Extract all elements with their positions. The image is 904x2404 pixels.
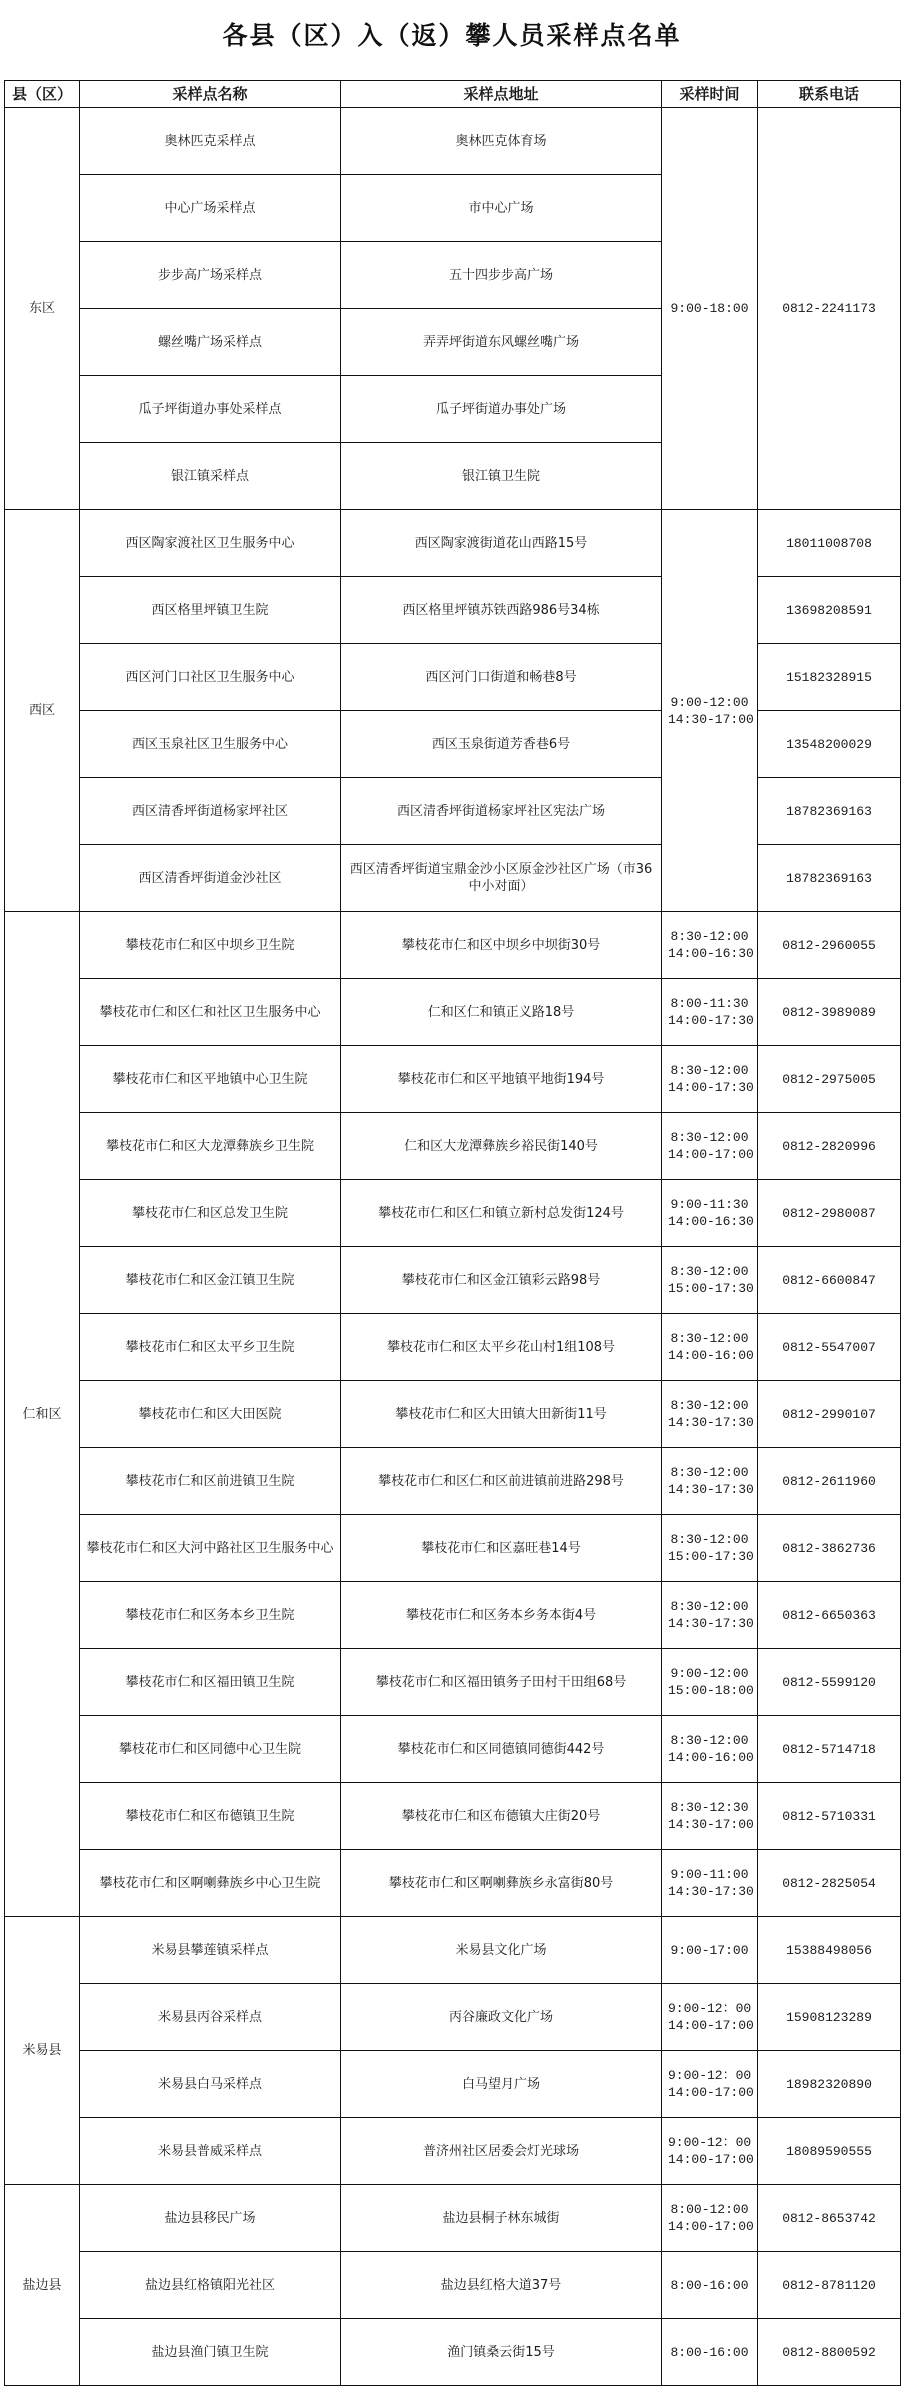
site-name-cell: 攀枝花市仁和区大河中路社区卫生服务中心: [80, 1515, 341, 1582]
sampling-sites-table: [4, 80, 901, 2386]
district-cell: 东区: [5, 108, 80, 510]
sampling-time-cell: [662, 510, 758, 912]
table-row: [5, 2252, 901, 2319]
contact-phone-cell: 18089590555: [758, 2118, 901, 2185]
time-range: 9:00-12:00: [670, 1666, 749, 1681]
table-row: [5, 2185, 901, 2252]
time-range: 9:00-17:00: [670, 1942, 749, 1958]
site-address-cell: 攀枝花市仁和区布德镇大庄街20号: [341, 1783, 662, 1850]
table-row: [5, 1448, 901, 1515]
site-address-cell: 西区清香坪街道杨家坪社区宪法广场: [341, 778, 662, 845]
site-address-cell: 攀枝花市仁和区福田镇务子田村干田组68号: [341, 1649, 662, 1716]
site-name-cell: 西区清香坪街道金沙社区: [80, 845, 341, 912]
time-range: 14:30-17:30: [668, 1616, 754, 1631]
contact-phone-cell: 0812-5599120: [758, 1649, 901, 1716]
page-title: 各县（区）入（返）攀人员采样点名单: [222, 21, 682, 50]
table-row: [5, 1649, 901, 1716]
site-address-cell: 攀枝花市仁和区太平乡花山村1组108号: [341, 1314, 662, 1381]
sampling-time-cell: [662, 108, 758, 510]
header-site-address: 采样点地址: [341, 81, 662, 108]
site-name-cell: 米易县普威采样点: [80, 2118, 341, 2185]
contact-phone-cell: 13698208591: [758, 577, 901, 644]
site-name-cell: 攀枝花市仁和区平地镇中心卫生院: [80, 1046, 341, 1113]
time-range: 9:00-11:30: [670, 1197, 749, 1212]
site-name-cell: 西区清香坪街道杨家坪社区: [80, 778, 341, 845]
time-range: 8:30-12:00: [670, 1465, 749, 1480]
contact-phone-cell: 18782369163: [758, 845, 901, 912]
contact-phone-cell: 0812-2960055: [758, 912, 901, 979]
site-name-cell: 攀枝花市仁和区前进镇卫生院: [80, 1448, 341, 1515]
table-row: [5, 1716, 901, 1783]
time-range: 8:00-16:00: [670, 2344, 749, 2360]
time-range: 8:30-12:00: [670, 1599, 749, 1614]
table-row: [5, 845, 901, 912]
table-row: [5, 1113, 901, 1180]
site-address-cell: 白马望月广场: [341, 2051, 662, 2118]
time-range: 14:30-17:00: [668, 1817, 754, 1832]
site-address-cell: 攀枝花市仁和区仁和区前进镇前进路298号: [341, 1448, 662, 1515]
header-sampling-time: 采样时间: [662, 81, 758, 108]
sampling-time-cell: [662, 1113, 758, 1180]
table-row: [5, 1180, 901, 1247]
time-range: 14:00-17:00: [668, 2018, 754, 2033]
time-range: 8:30-12:00: [670, 1398, 749, 1413]
time-range: 14:00-16:00: [668, 1750, 754, 1765]
table-row: [5, 644, 901, 711]
time-range: 14:00-17:30: [668, 1080, 754, 1095]
contact-phone-cell: 0812-2611960: [758, 1448, 901, 1515]
site-address-cell: 普济州社区居委会灯光球场: [341, 2118, 662, 2185]
district-cell: 米易县: [5, 1917, 80, 2185]
site-address-cell: 瓜子坪街道办事处广场: [341, 376, 662, 443]
time-range: 14:00-16:30: [668, 946, 754, 961]
contact-phone-cell: 0812-8653742: [758, 2185, 901, 2252]
site-name-cell: 攀枝花市仁和区总发卫生院: [80, 1180, 341, 1247]
time-range: 9:00-12：00: [668, 2135, 752, 2150]
table-row: [5, 912, 901, 979]
sampling-time-cell: [662, 1314, 758, 1381]
site-address-cell: 银江镇卫生院: [341, 443, 662, 510]
sampling-time-cell: [662, 1716, 758, 1783]
time-range: 15:00-17:30: [668, 1549, 754, 1564]
district-cell: 西区: [5, 510, 80, 912]
table-row: [5, 1247, 901, 1314]
table-row: [5, 108, 901, 175]
time-range: 8:30-12:30: [670, 1800, 749, 1815]
table-row: [5, 1046, 901, 1113]
contact-phone-cell: 13548200029: [758, 711, 901, 778]
site-address-cell: 攀枝花市仁和区嘉旺巷14号: [341, 1515, 662, 1582]
sampling-time-cell: [662, 1180, 758, 1247]
sampling-time-cell: [662, 1984, 758, 2051]
sampling-time-cell: [662, 1783, 758, 1850]
site-name-cell: 西区陶家渡社区卫生服务中心: [80, 510, 341, 577]
site-address-cell: 攀枝花市仁和区平地镇平地街194号: [341, 1046, 662, 1113]
site-address-cell: 市中心广场: [341, 175, 662, 242]
site-name-cell: 西区河门口社区卫生服务中心: [80, 644, 341, 711]
site-address-cell: 五十四步步高广场: [341, 242, 662, 309]
table-row: [5, 2051, 901, 2118]
site-name-cell: 攀枝花市仁和区福田镇卫生院: [80, 1649, 341, 1716]
contact-phone-cell: 0812-2990107: [758, 1381, 901, 1448]
time-range: 14:00-16:00: [668, 1348, 754, 1363]
table-header-row: [5, 81, 901, 108]
site-address-cell: 渔门镇桑云街15号: [341, 2319, 662, 2386]
time-range: 9:00-12：00: [668, 2001, 752, 2016]
time-range: 14:30-17:30: [668, 1415, 754, 1430]
table-row: [5, 577, 901, 644]
time-range: 15:00-18:00: [668, 1683, 754, 1698]
site-address-cell: 丙谷廉政文化广场: [341, 1984, 662, 2051]
site-name-cell: 攀枝花市仁和区布德镇卫生院: [80, 1783, 341, 1850]
contact-phone-cell: 15388498056: [758, 1917, 901, 1984]
contact-phone-cell: 0812-2825054: [758, 1850, 901, 1917]
site-name-cell: 攀枝花市仁和区金江镇卫生院: [80, 1247, 341, 1314]
contact-phone-cell: 0812-2820996: [758, 1113, 901, 1180]
site-name-cell: 攀枝花市仁和区仁和社区卫生服务中心: [80, 979, 341, 1046]
site-name-cell: 盐边县渔门镇卫生院: [80, 2319, 341, 2386]
time-range: 8:00-11:30: [670, 996, 749, 1011]
site-name-cell: 攀枝花市仁和区中坝乡卫生院: [80, 912, 341, 979]
site-name-cell: 攀枝花市仁和区务本乡卫生院: [80, 1582, 341, 1649]
contact-phone-cell: 0812-8800592: [758, 2319, 901, 2386]
contact-phone-cell: 15182328915: [758, 644, 901, 711]
site-address-cell: 弄弄坪街道东风螺丝嘴广场: [341, 309, 662, 376]
table-row: [5, 1917, 901, 1984]
time-range: 14:00-16:30: [668, 1214, 754, 1229]
site-name-cell: 瓜子坪街道办事处采样点: [80, 376, 341, 443]
sampling-time-cell: [662, 1649, 758, 1716]
site-address-cell: 米易县文化广场: [341, 1917, 662, 1984]
header-site-name: 采样点名称: [80, 81, 341, 108]
sampling-time-cell: [662, 1046, 758, 1113]
table-row: [5, 711, 901, 778]
time-range: 8:30-12:00: [670, 929, 749, 944]
time-range: 8:00-16:00: [670, 2277, 749, 2293]
contact-phone-cell: 0812-3862736: [758, 1515, 901, 1582]
header-contact-phone: 联系电话: [758, 81, 901, 108]
contact-phone-cell: 0812-2241173: [758, 108, 901, 510]
contact-phone-cell: 0812-2975005: [758, 1046, 901, 1113]
time-range: 14:30-17:00: [668, 711, 754, 727]
site-address-cell: 西区玉泉街道芳香巷6号: [341, 711, 662, 778]
table-row: [5, 1984, 901, 2051]
contact-phone-cell: 0812-5710331: [758, 1783, 901, 1850]
site-address-cell: 西区河门口街道和畅巷8号: [341, 644, 662, 711]
site-name-cell: 西区格里坪镇卫生院: [80, 577, 341, 644]
site-name-cell: 螺丝嘴广场采样点: [80, 309, 341, 376]
time-range: 14:00-17:00: [668, 1147, 754, 1162]
sampling-time-cell: [662, 2051, 758, 2118]
contact-phone-cell: 0812-6600847: [758, 1247, 901, 1314]
site-address-cell: 攀枝花市仁和区金江镇彩云路98号: [341, 1247, 662, 1314]
site-address-cell: 奥林匹克体育场: [341, 108, 662, 175]
site-name-cell: 中心广场采样点: [80, 175, 341, 242]
contact-phone-cell: 18982320890: [758, 2051, 901, 2118]
site-address-cell: 西区陶家渡街道花山西路15号: [341, 510, 662, 577]
sampling-time-cell: [662, 1247, 758, 1314]
contact-phone-cell: 15908123289: [758, 1984, 901, 2051]
sampling-time-cell: [662, 1381, 758, 1448]
site-address-cell: 攀枝花市仁和区中坝乡中坝街30号: [341, 912, 662, 979]
sampling-time-cell: [662, 979, 758, 1046]
time-range: 14:00-17:00: [668, 2085, 754, 2100]
site-name-cell: 奥林匹克采样点: [80, 108, 341, 175]
sampling-time-cell: [662, 1448, 758, 1515]
time-range: 14:00-17:30: [668, 1013, 754, 1028]
site-name-cell: 米易县攀莲镇采样点: [80, 1917, 341, 1984]
site-name-cell: 攀枝花市仁和区啊喇彝族乡中心卫生院: [80, 1850, 341, 1917]
site-address-cell: 西区格里坪镇苏铁西路986号34栋: [341, 577, 662, 644]
time-range: 14:30-17:30: [668, 1884, 754, 1899]
site-name-cell: 盐边县移民广场: [80, 2185, 341, 2252]
sampling-time-cell: [662, 1582, 758, 1649]
time-range: 8:30-12:00: [670, 1331, 749, 1346]
table-row: [5, 1381, 901, 1448]
table-row: [5, 778, 901, 845]
table-row: [5, 1783, 901, 1850]
time-range: 9:00-11:00: [670, 1867, 749, 1882]
site-address-cell: 攀枝花市仁和区同德镇同德街442号: [341, 1716, 662, 1783]
site-address-cell: 仁和区大龙潭彝族乡裕民街140号: [341, 1113, 662, 1180]
site-name-cell: 步步高广场采样点: [80, 242, 341, 309]
site-address-cell: 攀枝花市仁和区大田镇大田新街11号: [341, 1381, 662, 1448]
table-row: [5, 510, 901, 577]
contact-phone-cell: 0812-5714718: [758, 1716, 901, 1783]
sampling-time-cell: [662, 2118, 758, 2185]
table-row: [5, 1582, 901, 1649]
contact-phone-cell: 18011008708: [758, 510, 901, 577]
time-range: 8:30-12:00: [670, 1532, 749, 1547]
time-range: 14:30-17:30: [668, 1482, 754, 1497]
time-range: 9:00-18:00: [670, 301, 749, 316]
time-range: 15:00-17:30: [668, 1281, 754, 1296]
time-range: 14:00-17:00: [668, 2152, 754, 2167]
table-row: [5, 1850, 901, 1917]
site-name-cell: 米易县白马采样点: [80, 2051, 341, 2118]
site-address-cell: 攀枝花市仁和区务本乡务本街4号: [341, 1582, 662, 1649]
table-row: [5, 979, 901, 1046]
contact-phone-cell: 0812-3989089: [758, 979, 901, 1046]
time-range: 8:30-12:00: [670, 1264, 749, 1279]
sampling-time-cell: [662, 2252, 758, 2319]
table-row: [5, 1515, 901, 1582]
contact-phone-cell: 0812-2980087: [758, 1180, 901, 1247]
site-address-cell: 西区清香坪街道宝鼎金沙小区原金沙社区广场（市36中小对面）: [341, 845, 662, 912]
sampling-time-cell: [662, 2319, 758, 2386]
time-range: 8:30-12:00: [670, 1063, 749, 1078]
contact-phone-cell: 0812-5547007: [758, 1314, 901, 1381]
sampling-time-cell: [662, 1515, 758, 1582]
time-range: 8:30-12:00: [670, 1130, 749, 1145]
header-district: 县（区）: [5, 81, 80, 108]
table-row: [5, 2319, 901, 2386]
table-row: [5, 2118, 901, 2185]
site-name-cell: 攀枝花市仁和区太平乡卫生院: [80, 1314, 341, 1381]
district-cell: 盐边县: [5, 2185, 80, 2386]
site-name-cell: 攀枝花市仁和区同德中心卫生院: [80, 1716, 341, 1783]
contact-phone-cell: 0812-8781120: [758, 2252, 901, 2319]
district-cell: 仁和区: [5, 912, 80, 1917]
site-name-cell: 盐边县红格镇阳光社区: [80, 2252, 341, 2319]
site-name-cell: 银江镇采样点: [80, 443, 341, 510]
sampling-time-cell: [662, 2185, 758, 2252]
contact-phone-cell: 18782369163: [758, 778, 901, 845]
sampling-time-cell: [662, 912, 758, 979]
site-name-cell: 攀枝花市仁和区大田医院: [80, 1381, 341, 1448]
contact-phone-cell: 0812-6650363: [758, 1582, 901, 1649]
site-address-cell: 攀枝花市仁和区仁和镇立新村总发街124号: [341, 1180, 662, 1247]
site-address-cell: 盐边县桐子林东城街: [341, 2185, 662, 2252]
site-name-cell: 米易县丙谷采样点: [80, 1984, 341, 2051]
time-range: 8:30-12:00: [670, 1733, 749, 1748]
time-range: 8:00-12:00: [670, 2202, 749, 2217]
table-row: [5, 1314, 901, 1381]
site-name-cell: 攀枝花市仁和区大龙潭彝族乡卫生院: [80, 1113, 341, 1180]
table-body: [5, 108, 901, 2386]
time-range: 14:00-17:00: [668, 2219, 754, 2234]
sampling-time-cell: [662, 1850, 758, 1917]
site-address-cell: 盐边县红格大道37号: [341, 2252, 662, 2319]
site-name-cell: 西区玉泉社区卫生服务中心: [80, 711, 341, 778]
time-range: 9:00-12：00: [668, 2068, 752, 2083]
sampling-time-cell: [662, 1917, 758, 1984]
site-address-cell: 仁和区仁和镇正义路18号: [341, 979, 662, 1046]
time-range: 9:00-12:00: [670, 694, 749, 710]
site-address-cell: 攀枝花市仁和区啊喇彝族乡永富街80号: [341, 1850, 662, 1917]
